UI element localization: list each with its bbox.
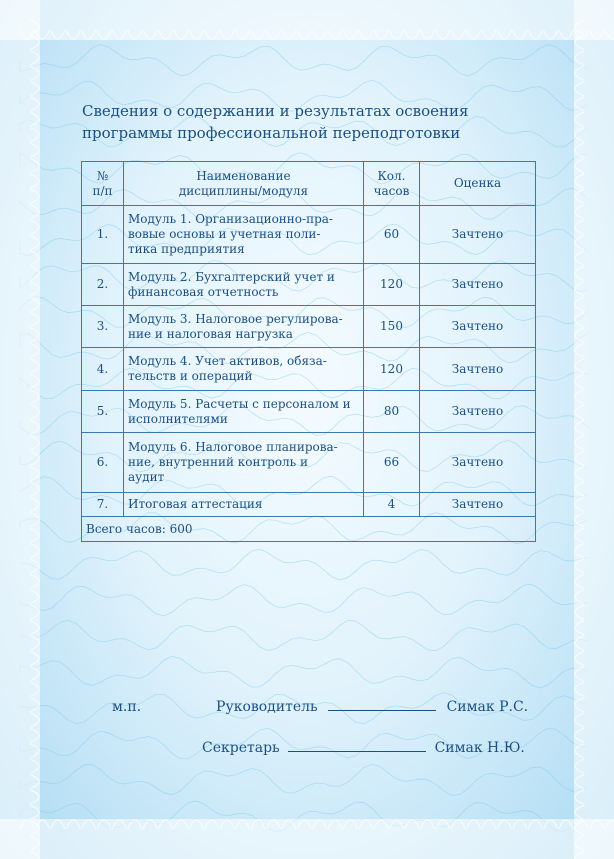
row-hours: 120 <box>364 264 420 306</box>
table-header-row <box>82 162 536 206</box>
heading-line-1: Сведения о содержании и результатах освоения <box>82 102 469 120</box>
discipline-name-line: ние и налоговая нагрузка <box>128 326 293 341</box>
heading-line-2: программы профессиональной переподготовки <box>82 124 461 142</box>
row-number: 4. <box>82 348 124 391</box>
row-discipline-name <box>124 433 364 493</box>
row-grade: Зачтено <box>420 348 536 391</box>
discipline-name-line: Модуль 6. Налоговое планирова- <box>128 440 338 454</box>
row-number: 1. <box>82 206 124 264</box>
row-hours: 60 <box>364 206 420 264</box>
document-heading <box>82 100 542 144</box>
disciplines-table <box>81 161 536 542</box>
row-hours: 150 <box>364 306 420 348</box>
header-num: № п/п <box>82 162 124 206</box>
row-discipline-name <box>124 306 364 348</box>
row-number: 6. <box>82 433 124 493</box>
row-hours: 66 <box>364 433 420 493</box>
row-discipline-name <box>124 348 364 391</box>
secretary-title: Секретарь <box>202 740 280 756</box>
director-name: Симак Р.С. <box>446 699 529 715</box>
row-discipline-name <box>124 391 364 433</box>
row-hours: 80 <box>364 391 420 433</box>
secretary-name: Симак Н.Ю. <box>434 740 525 756</box>
table-row <box>82 264 536 306</box>
discipline-name-line: Модуль 1. Организационно-пра- <box>128 212 333 226</box>
discipline-name-line: Итоговая аттестация <box>128 497 263 511</box>
discipline-name-line: Модуль 3. Налоговое регулирова- <box>128 311 343 326</box>
table-row <box>82 391 536 433</box>
row-grade: Зачтено <box>420 391 536 433</box>
row-discipline-name <box>124 206 364 264</box>
stamp-place-label: м.п. <box>112 699 142 715</box>
header-name: Наименование дисциплины/модуля <box>124 162 364 206</box>
table-row <box>82 306 536 348</box>
discipline-name-line: Модуль 4. Учет активов, обяза- <box>128 354 327 368</box>
row-discipline-name <box>124 493 364 517</box>
row-hours: 120 <box>364 348 420 391</box>
discipline-name-line: Модуль 5. Расчеты с персоналом и <box>128 396 351 411</box>
row-grade: Зачтено <box>420 433 536 493</box>
discipline-name-line: вовые основы и учетная поли- <box>128 227 321 241</box>
row-hours: 4 <box>364 493 420 517</box>
discipline-name-line: тельств и операций <box>128 369 253 383</box>
table-row <box>82 493 536 517</box>
secretary-signature-line <box>202 739 525 756</box>
row-number: 5. <box>82 391 124 433</box>
discipline-name-line: ние, внутренний контроль и <box>128 455 309 469</box>
director-signature-field <box>328 698 436 711</box>
discipline-name-line: исполнителями <box>128 411 228 426</box>
row-grade: Зачтено <box>420 493 536 517</box>
row-discipline-name <box>124 264 364 306</box>
total-row <box>82 517 536 542</box>
director-title: Руководитель <box>216 699 318 715</box>
header-grade: Оценка <box>420 162 536 206</box>
row-grade: Зачтено <box>420 264 536 306</box>
discipline-name-line: тика предприятия <box>128 242 245 256</box>
table-row <box>82 206 536 264</box>
discipline-name-line: аудит <box>128 470 165 484</box>
row-grade: Зачтено <box>420 206 536 264</box>
row-number: 7. <box>82 493 124 517</box>
total-hours: Всего часов: 600 <box>82 517 536 542</box>
row-number: 2. <box>82 264 124 306</box>
table-row <box>82 433 536 493</box>
director-signature-line <box>112 698 528 715</box>
discipline-name-line: Модуль 2. Бухгалтерский учет и <box>128 269 335 284</box>
row-number: 3. <box>82 306 124 348</box>
table-row <box>82 348 536 391</box>
discipline-name-line: финансовая отчетность <box>128 284 279 299</box>
row-grade: Зачтено <box>420 306 536 348</box>
header-hours: Кол. часов <box>364 162 420 206</box>
secretary-signature-field <box>288 739 426 752</box>
